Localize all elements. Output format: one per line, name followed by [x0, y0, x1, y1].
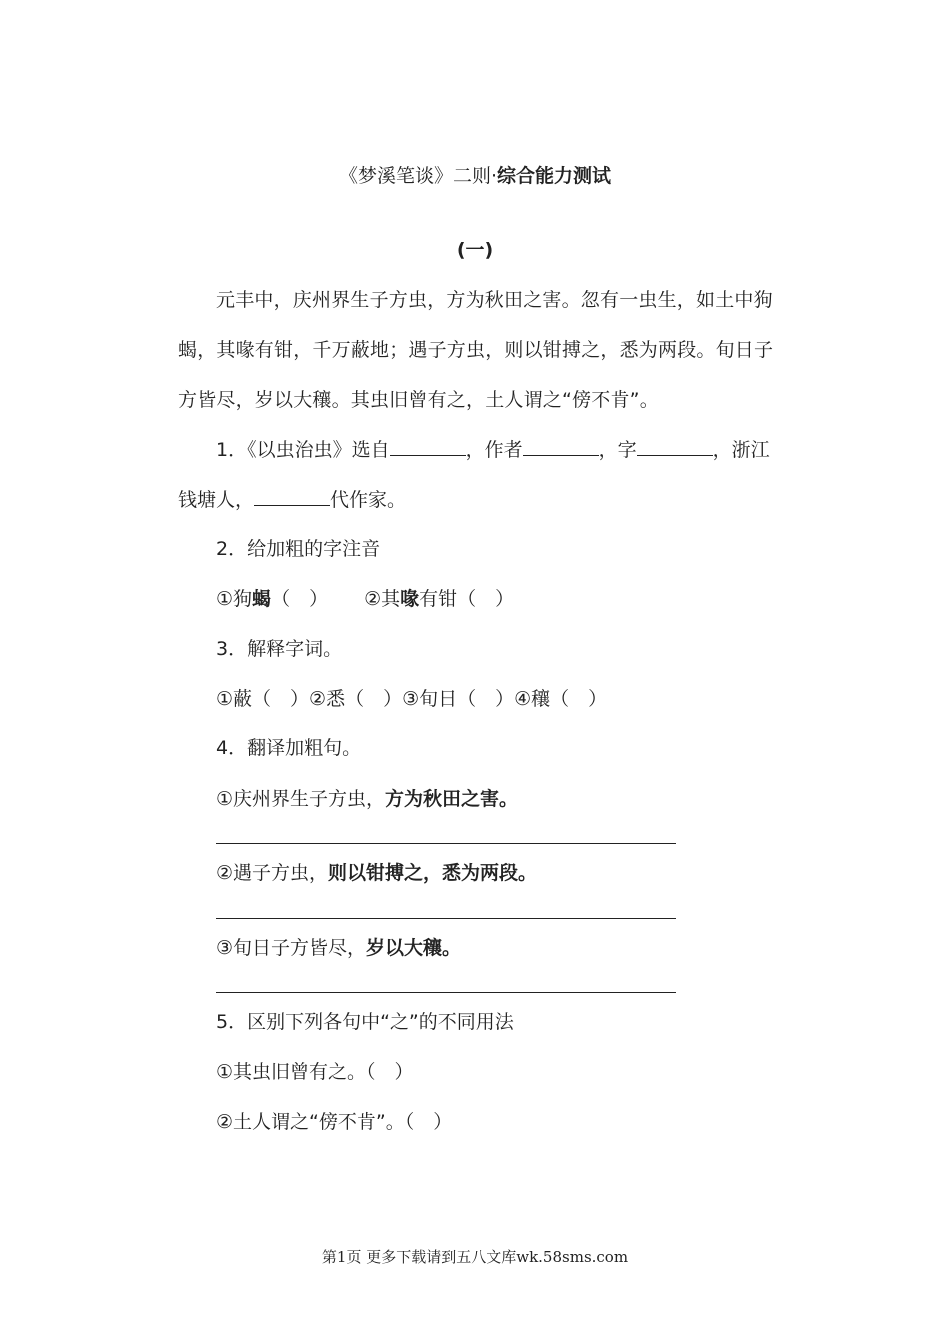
- q4-answer-line-2: [216, 918, 676, 919]
- q4-sentence-1: [216, 785, 518, 813]
- q1-text-5: 代作家。: [330, 489, 407, 511]
- q4-s3-bold: 岁以大穰。: [366, 937, 462, 959]
- q5-item-2: ②土人谓之“傍不肯”。（ ）: [216, 1111, 453, 1133]
- q4-s2-bold: 则以钳搏之，悉为两段。: [328, 862, 538, 884]
- question-1: [178, 425, 778, 525]
- q2-item1-post: （ ）: [271, 588, 329, 610]
- q1-text-3: ，字: [598, 439, 637, 461]
- q3-items: ①蔽（ ）②悉（ ）③旬日（ ）④穰（ ）: [216, 688, 608, 710]
- q2-item1-bold: 蝎: [252, 588, 272, 610]
- q4-heading: 4．翻译加粗句。: [216, 737, 362, 759]
- q4-s2-plain: ②遇子方虫，: [216, 862, 329, 884]
- q4-s1-plain: ①庆州界生子方虫，: [216, 788, 386, 810]
- q1-text-4: ，浙江钱塘人，: [178, 439, 770, 511]
- page-footer: 第1页 更多下载请到五八文库wk.58sms.com: [321, 1248, 629, 1266]
- passage-text: 元丰中，庆州界生子方虫，方为秋田之害。忽有一虫生，如土中狗蝎，其喙有钳，千万蔽地；遇子方虫，则以钳搏之，悉为两段。旬日子方皆尽，岁以大穰。其虫旧曾有之，土人谓之“傍不肯”。: [178, 289, 774, 411]
- q4-answer-line-1: [216, 843, 676, 844]
- q5-item-1: ①其虫旧曾有之。（ ）: [216, 1061, 414, 1083]
- q5-heading: 5．区别下列各句中“之”的不同用法: [216, 1011, 514, 1033]
- q4-sentence-2: [216, 859, 537, 887]
- q4-s1-bold: 方为秋田之害。: [385, 788, 519, 810]
- q4-sentence-3: [216, 934, 461, 962]
- q1-blank-2: [523, 435, 599, 456]
- q4-answer-line-3: [216, 992, 676, 993]
- title-part1: 《梦溪笔谈》二则·: [338, 165, 498, 187]
- q2-item1-pre: ①狗: [216, 588, 253, 610]
- q1-blank-4: [254, 485, 330, 506]
- q1-blank-3: [637, 435, 713, 456]
- page-title: [0, 162, 950, 190]
- q2-items: [216, 585, 514, 613]
- section-heading: (一): [456, 239, 494, 261]
- q2-item2-bold: 喙: [400, 588, 420, 610]
- q2-heading: 2．给加粗的字注音: [216, 538, 381, 560]
- q4-s3-plain: ③旬日子方皆尽，: [216, 937, 367, 959]
- q3-heading: 3．解释字词。: [216, 638, 343, 660]
- q2-item2-pre: ②其: [364, 588, 401, 610]
- q1-text-1: 1．《以虫治虫》选自: [216, 439, 390, 461]
- title-part2: 综合能力测试: [497, 165, 612, 187]
- q1-text-2: ，作者: [465, 439, 523, 461]
- q2-item2-post: 有钳（ ）: [419, 588, 515, 610]
- q1-blank-1: [390, 435, 466, 456]
